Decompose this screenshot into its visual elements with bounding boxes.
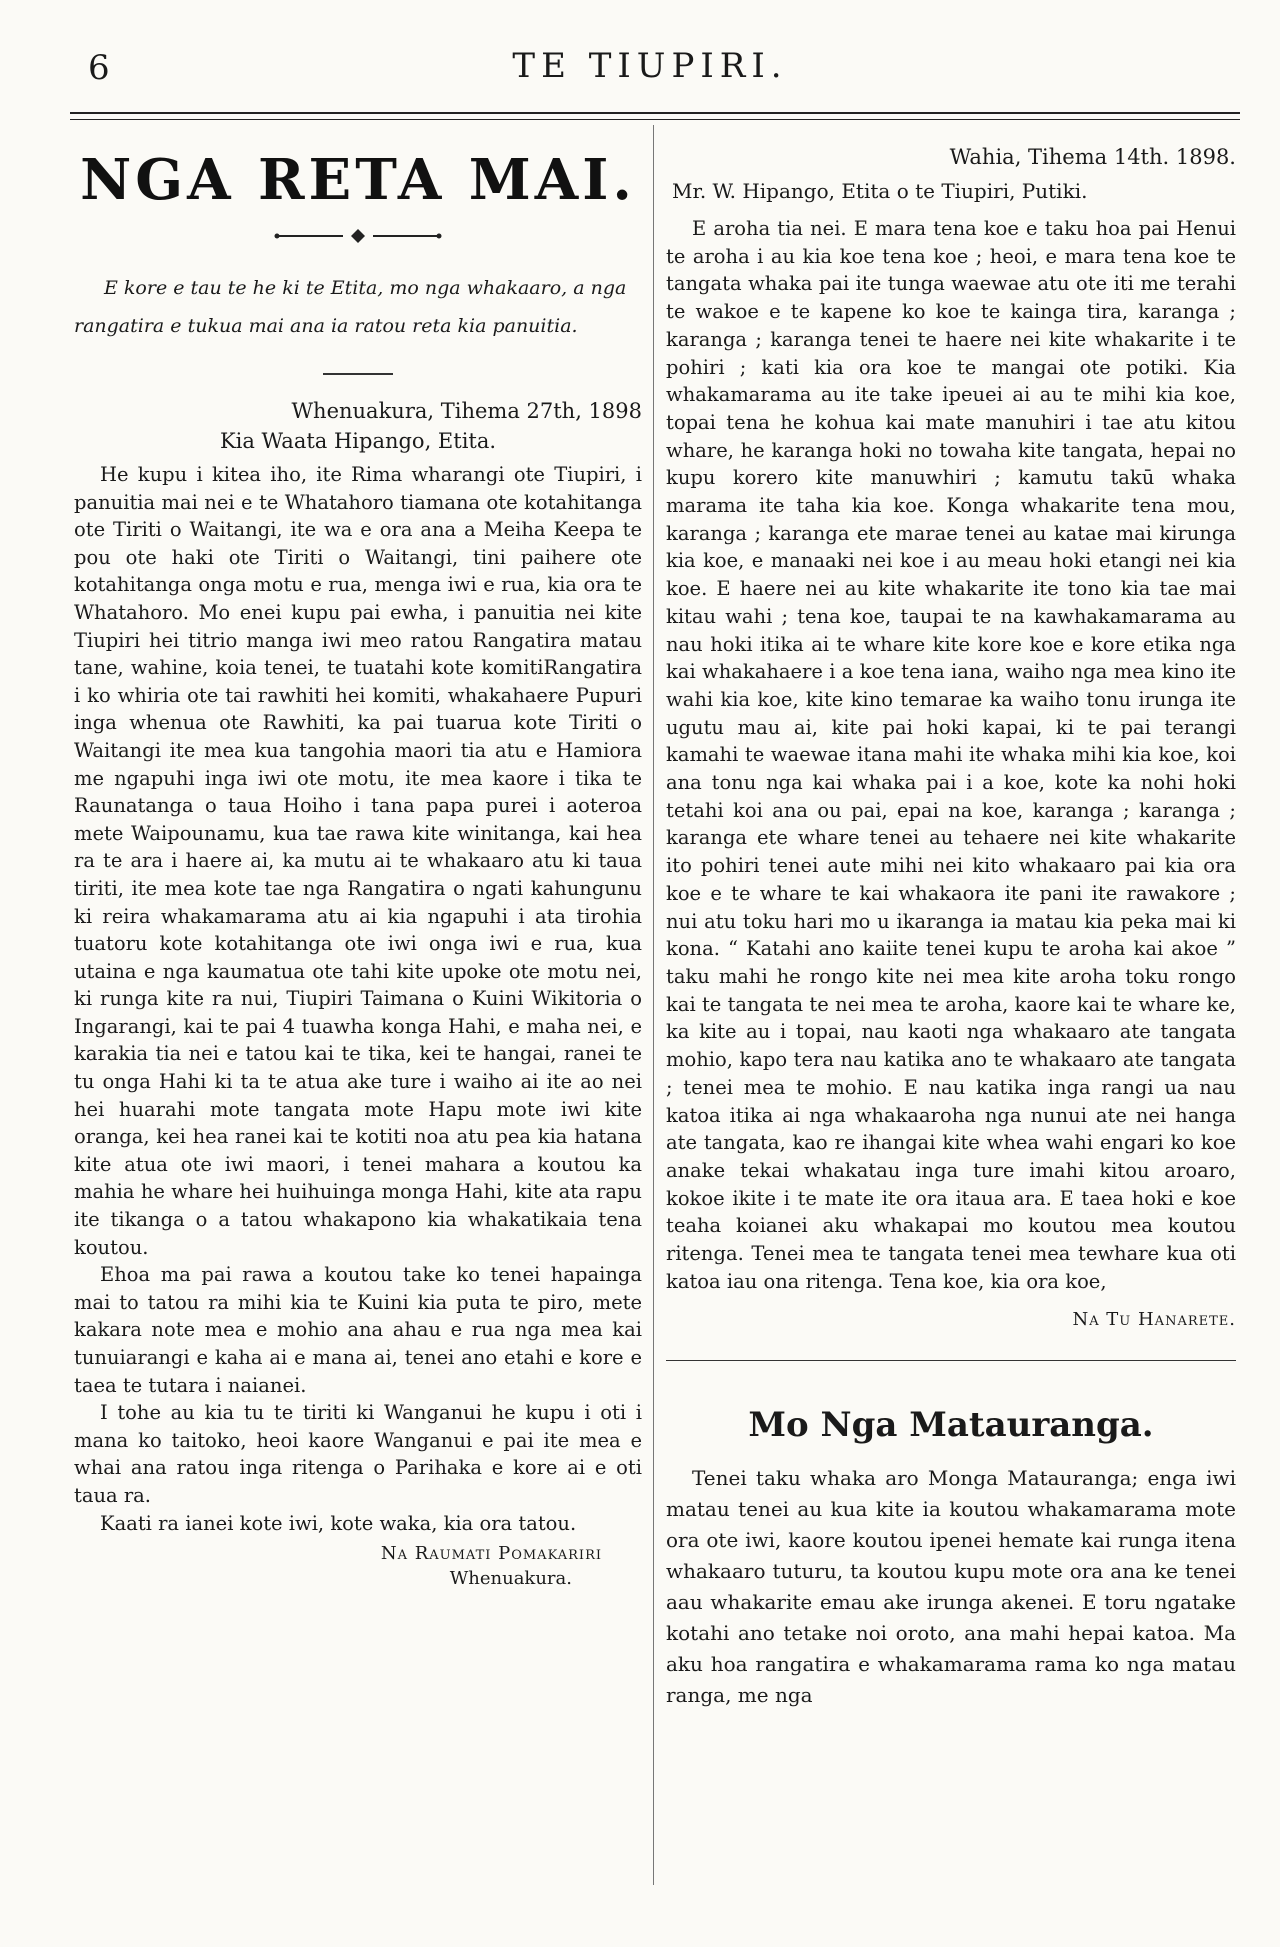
letter-paragraph: I tohe au kia tu te tiriti ki Wanganui he kupu i oti i mana ko taitoko, heoi kaore Wanganui e pai ite mea e whai ana ratou inga ritenga o Parihaka e kore ai e oti taua ra. — [74, 1401, 642, 1507]
article-paragraph: Tenei taku whaka aro Monga Matauranga; enga iwi matau tenei au kua kite ia koutou whakamarama mote ora ote iwi, kaore koutou ipenei hemate kai runga itena whakaaro tuturu, ta koutou kupu mote ora ana ke tenei aau whakarite emau ake irunga akenei. E toru ngatake kotahi ano tetake noi oroto, ana mahi hepai katoa. Ma aku hoa rangatira e whakamarama rama ko nga matau ranga, me nga — [666, 1466, 1236, 1708]
page-number: 6 — [88, 48, 110, 88]
masthead: TE TIUPIRI. — [512, 46, 788, 86]
letter-paragraph: He kupu i kitea iho, ite Rima wharangi ote Tiupiri, i panuitia mai nei e te Whatahoro tiamana ote kotahitanga ote Tiriti o Waitangi, ite wa e ora ana a Meiha Keepa te pou ote haki ote Tiriti o Waitangi, tini paihere ote kotahitanga onga motu e rua, menga iwi e rua, kia ora te Whatahoro. Mo enei kupu pai ewha, i panuitia nei kite Tiupiri hei titrio manga iwi meo ratou Rangatira matau tane, wahine, koia tenei, te tuatahi kote komitiRangatira i ko whiria ote tai rawhiti hei komiti, whakahaere Pupuri inga whenua ote Rawhiti, ka pai tuarua kote Tiriti o Waitangi ite mea kua tangohia maori tia atu e Hamiora me ngapuhi inga iwi ote motu, ite mea kaore i tika te Raunatanga o taua Hoiho i tana papa purei i aoteroa mete Waipounamu, kua tae rawa kite winitanga, kai hea ra te ara i haere ai, ka mutu ai te whakaaro atu ki taua tiriti, ite mea kote tae nga Rangatira o ngati kahungunu ki reira whakamarama atu ai kia ngapuhi i ata tirohia tuatoru kote kotahitanga ote iwi onga iwi e rua, kua utaina e nga kaumatua ote tahi kite upoke ote motu nei, ki runga kite ra nui, Tiupiri Taimana o Kuini Wikitoria o Ingarangi, kai te pai 4 tuawha konga Hahi, e maha nei, e karakia tia nei e tatou kai te tika, kei te hangai, ranei te tu onga Hahi ki ta te atua ake ture i waiho ai ite ao nei hei huarahi mote tangata mote Hapu mote iwi kite oranga, kei hea ranei kai te kotiti noa atu pea kia hatana kite atua ote iwi maori, i tenei mahara a koutou ka mahia he whare hei huihuinga monga Hahi, kite ata rapu ite tikanga o a tatou whakapono kia whakatikaia tena koutou. — [74, 463, 642, 1259]
letter-dateline: Wahia, Tihema 14th. 1898. — [949, 145, 1236, 169]
ornament-divider — [74, 225, 642, 249]
letter-salutation: Kia Waata Hipango, Etita. — [219, 429, 497, 453]
editor-disclaimer: E kore e tau te he ki te Etita, mo nga whakaaro, a nga rangatira e tukua mai ana ia ratou reta kia panuitia. — [74, 277, 627, 337]
letter-address: Mr. W. Hipango, Etita o te Tiupiri, Putiki. — [672, 179, 1088, 203]
ornament-icon — [273, 228, 443, 244]
letter-sign-place: Whenuakura. — [449, 1568, 572, 1590]
letter-paragraph: Kaati ra ianei kote iwi, kote waka, kia ora tatou. — [100, 1511, 577, 1535]
page-header — [70, 36, 1230, 96]
right-column — [666, 145, 1236, 1711]
section-rule — [666, 1360, 1236, 1361]
letter-paragraph: Ehoa ma pai rawa a koutou take ko tenei hapainga mai to tatou ra mihi kia te Kuini kia puta te piro, mete kakara note mea e mohio ana ahau e rua nga mea kai tunuiarangi e kaha ai e mana ai, tenei ano etahi e kore e taea te tutara i naianei. — [74, 1263, 642, 1397]
column-divider — [653, 125, 654, 1885]
short-rule — [323, 373, 393, 375]
letter-signature: Na Tu Hanarete. — [1072, 1309, 1236, 1331]
header-rule — [70, 112, 1240, 120]
letter-dateline: Whenuakura, Tihema 27th, 1898 — [291, 399, 642, 423]
article-title: Mo Nga Matauranga. — [748, 1405, 1154, 1446]
left-column — [74, 125, 642, 1589]
section-title-letters: NGA RETA MAI. — [80, 147, 636, 213]
letter-paragraph: E aroha tia nei. E mara tena koe e taku hoa pai Henui te aroha i au kia koe tena koe ; heoi, e mara tena koe te tangata whaka pai ite tunga waewae atu ote iti me terahi te wakoe e te kapene ko koe te kainga tira, karanga ; karanga ; karanga tenei te haere nei kite whakarite i te pohiri ; kati kia ora koe te mangai ote potiki. Kia whakamarama au ite take ipeuei ai au te mihi kia koe, topai tena he kohua kai mate manuhiri i tae atu kitou whare, he karanga hoki no towaha kite tangata, hepai no kupu korero kite manuwhiri ; kamutu takū whaka marama ite taha kia koe. Konga whakarite tena mou, karanga ; karanga ete marae tenei au katae mai kirunga kia koe, e manaaki nei koe i au meau hoki etangi nei kia koe. E haere nei au kite whakarite ite tono kia tae mai kitau wahi ; tena koe, taupai te na kawhakamarama au nau hoki itika ai te whare kite kore koe e kore etika nga kai whakahaere i a koe tena iana, waiho nga mea kino ite wahi kia koe, kite kino temarae ka waiho tonu irunga ite ugutu mau ai, kite pai hoki kapai, ki te pai terangi kamahi te waewae itana mahi ite whaka mihi kia koe, koi ana tonu nga kai whaka pai i a koe, kote ka nohi hoki tetahi koi ana ou pai, epai na koe, karanga ; karanga ; karanga ete whare tenei au tehaere nei kite whakarite ito pohiri tenei aute mihi nei kito whakaaro pai kia ora koe e te whare te kai whakaora ite pani ite rawakore ; nui atu toku hari mo u ikaranga ia matau kia peka mai ki kona. “ Katahi ano kaiite tenei kupu te aroha kai akoe ” taku mahi he rongo kite nei mea kite aroha toku rongo kai te tangata te nei mea te aroha, kaore kai te whare ke, ka kite au i topai, nau kaoti nga whakaaro ate tangata mohio, kapo tera nau katika ano te whakaaro ate tangata ; tenei mea te mohio. E nau katika inga rangi ua nau katoa itika ai nga whakaaroha nga nunui ate nei hanga ate tangata, kao re ihangai kite whea wahi engari ko koe anake tekai whakatau inga ture imahi kitou aroaro, kokoe ikite i te mate ite ora itaua ara. E taea hoki e koe teaha koianei aku whakapai mo koutou mea koutou ritenga. Tenei mea te tangata tenei mea tewhare kua oti katoa iau ona ritenga. Tena koe, kia ora koe, — [666, 217, 1236, 1293]
letter-signature: Na Raumati Pomakariri — [380, 1543, 602, 1565]
